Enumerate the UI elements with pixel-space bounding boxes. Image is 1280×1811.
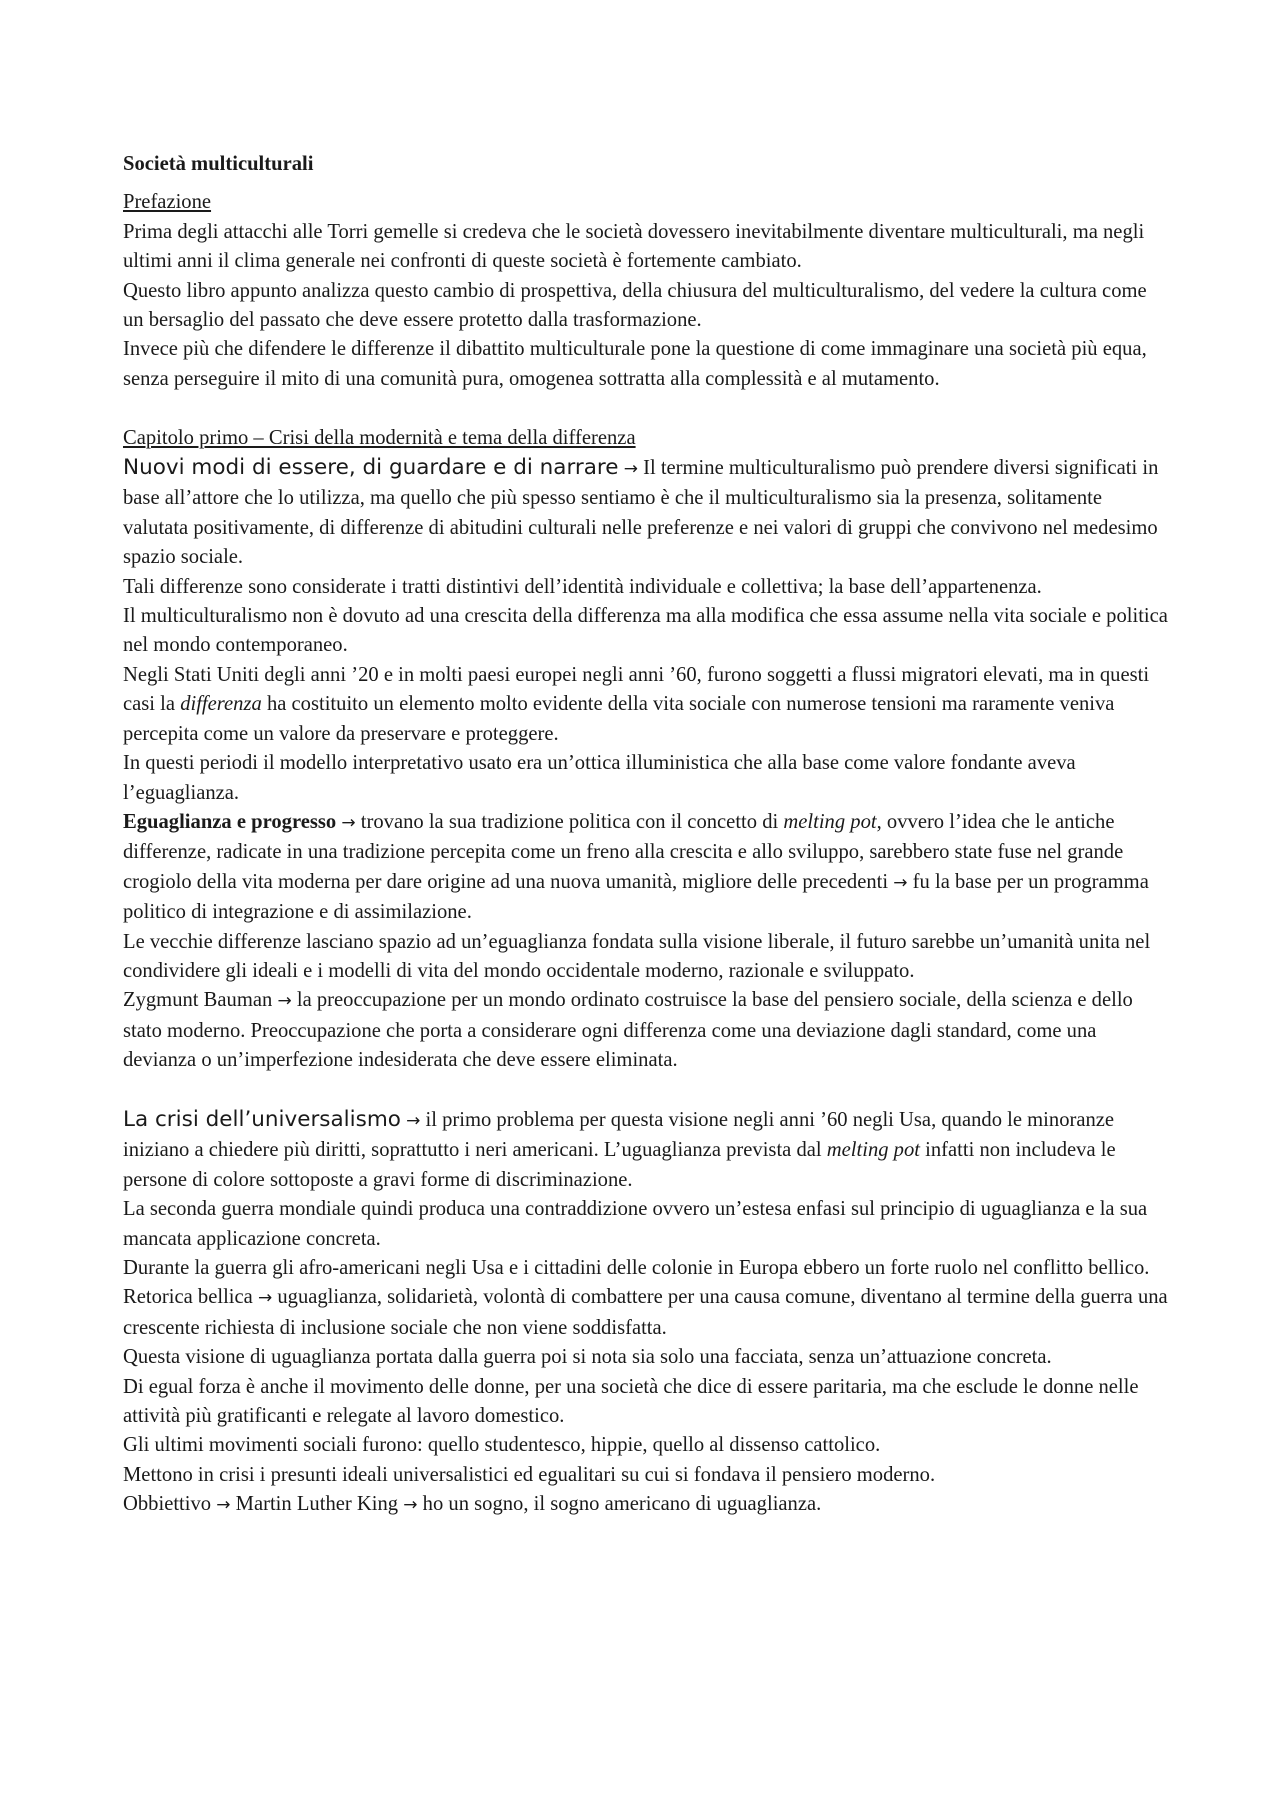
prefazione-paragraph-3: Invece più che difendere le differenze il dibattito multiculturale pone la questione di come immaginare una società più equa, senza perseguire il mito di una comunità pura, omogenea sottratta alla complessità e al mutamento. — [123, 338, 1147, 390]
paragraph-text: ho un sogno, il sogno americano di uguaglianza. — [422, 1493, 822, 1516]
paragraph-periodi: In questi periodi il modello interpretativo usato era un’ottica illuministica che alla base come valore fondante aveva l’eguaglianza. — [123, 752, 1076, 804]
arrow-icon: → — [623, 459, 638, 480]
section-label-crisi: La crisi dell’universalismo — [123, 1106, 401, 1132]
emphasis-differenza: differenza — [180, 693, 262, 716]
prefazione-paragraph-1: Prima degli attacchi alle Torri gemelle si credeva che le società dovessero inevitabilmente diventare multiculturali, ma negli ultimi anni il clima generale nei confronti di queste società è fortemente cambiato. — [123, 220, 1145, 273]
paragraph-text: il primo problema per questa visione negli anni ’60 negli Usa, quando le minoranze iniziano a chiedere più diritti, soprattutto i neri americani. L’uguaglianza prevista dal — [123, 1108, 1115, 1162]
section-label-eguaglianza: Eguaglianza e progresso — [123, 810, 337, 833]
paragraph-text: Il termine multiculturalismo può prendere diversi significati in base all’attore che lo utilizza, ma quello che più spesso sentiamo è che il multiculturalismo sia la presenza, solitamente valutata positivamente, di differenze di abitudini culturali nelle preferenze e nei valori di gruppi che convivono nel medesimo spazio sociale. — [123, 457, 1159, 569]
paragraph-obbiettivo — [123, 1490, 1168, 1520]
paragraph-nuovi-modi — [123, 453, 1168, 573]
paragraph-text: la preoccupazione per un mondo ordinato costruisce la base del pensiero sociale, della scienza e dello stato moderno. Preoccupazione che porta a considerare ogni differenza come una deviazione dagli standard, come una devianza o un’imperfezione indesiderata che deve essere eliminata. — [123, 989, 1133, 1072]
arrow-icon: → — [277, 991, 292, 1012]
paragraph-text: ha costituito un elemento molto evidente della vita sociale con numerose tensioni ma raramente veniva percepita come un valore da preservare e proteggere. — [123, 693, 1115, 745]
prefazione-paragraph-2: Questo libro appunto analizza questo cambio di prospettiva, della chiusura del multiculturalismo, del vedere la cultura come un bersaglio del passato che deve essere protetto dalla trasformazione. — [123, 279, 1147, 332]
paragraph-tali: Tali differenze sono considerate i tratti distintivi dell’identità individuale e collettiva; la base dell’appartenenza. — [123, 575, 1042, 598]
paragraph-text: , ovvero l’idea che le antiche differenze, radicate in una tradizione percepita come un freno alla crescita e allo sviluppo, sarebbero state fuse nel grande crogiolo della vita moderna per dare origine ad una nuova umanità, migliore delle precedenti — [123, 810, 1124, 893]
paragraph-text: fu la base per un programma politico di integrazione e di assimilazione. — [123, 870, 1149, 924]
paragraph-durante-guerra — [123, 1254, 1168, 1343]
arrow-icon: → — [341, 812, 356, 833]
paragraph-donne: Di egual forza è anche il movimento delle donne, per una società che dice di essere paritaria, ma che esclude le donne nelle attività più gratificanti e relegate al lavoro domestico. — [123, 1375, 1139, 1428]
document-page — [123, 150, 1168, 1521]
paragraph-visione: Questa visione di uguaglianza portata dalla guerra poi si nota sia solo una facciata, senza un’attuazione concreta. — [123, 1346, 1052, 1369]
section-label-nuovi-modi: Nuovi modi di essere, di guardare e di narrare — [123, 455, 619, 481]
paragraph-vecchie-differenze: Le vecchie differenze lasciano spazio ad un’eguaglianza fondata sulla visione liberale, il futuro sarebbe un’umanità unita nel condividere gli ideali e i modelli di vita del mondo occidentale moderno, razionale e sviluppato. — [123, 930, 1151, 982]
paragraph-text: Durante la guerra gli afro-americani negli Usa e i cittadini delle colonie in Europa ebbero un forte ruolo nel conflitto bellico. Retorica bellica — [123, 1257, 1150, 1309]
arrow-icon: → — [403, 1495, 418, 1516]
paragraph-text: Negli Stati Uniti degli anni ’20 e in molti paesi europei negli anni ’60, furono soggetti a flussi migratori elevati, ma in questi casi la — [123, 663, 1150, 716]
paragraph-eguaglianza — [123, 808, 1168, 928]
emphasis-melting-pot: melting pot — [783, 810, 877, 833]
paragraph-crisi — [123, 1105, 1168, 1195]
spacer — [123, 1076, 1168, 1105]
arrow-icon: → — [893, 872, 908, 893]
emphasis-melting-pot: melting pot — [826, 1139, 921, 1162]
document-title: Società multiculturali — [123, 153, 314, 175]
arrow-icon: → — [406, 1110, 421, 1131]
chapter-heading: Capitolo primo – Crisi della modernità e tema della differenza — [123, 426, 636, 449]
arrow-icon: → — [216, 1495, 231, 1516]
paragraph-movimenti: Gli ultimi movimenti sociali furono: quello studentesco, hippie, quello al dissenso cattolico. — [123, 1434, 881, 1457]
arrow-icon: → — [257, 1288, 273, 1309]
paragraph-text: infatti non includeva le persone di colore sottoposte a gravi forme di discriminazione. — [123, 1139, 1116, 1191]
paragraph-text: uguaglianza, solidarietà, volontà di combattere per una causa comune, diventano al termine della guerra una crescente richiesta di inclusione sociale che non viene soddisfatta. — [123, 1286, 1168, 1339]
paragraph-multiculturalismo: Il multiculturalismo non è dovuto ad una crescita della differenza ma alla modifica che essa assume nella vita sociale e politica nel mondo contemporaneo. — [123, 605, 1168, 657]
paragraph-bauman — [123, 986, 1168, 1075]
name-mlk: Martin Luther King — [235, 1493, 399, 1516]
name-bauman: Zygmunt Bauman — [123, 989, 273, 1012]
paragraph-mettono: Mettono in crisi i presunti ideali universalistici ed egualitari su cui si fondava il pensiero moderno. — [123, 1463, 936, 1486]
paragraph-negli-stati-uniti — [123, 661, 1168, 749]
paragraph-text: trovano la sua tradizione politica con il concetto di — [360, 810, 784, 833]
paragraph-text: Obbiettivo — [123, 1493, 212, 1516]
prefazione-heading: Prefazione — [123, 191, 212, 214]
paragraph-seconda-guerra: La seconda guerra mondiale quindi produca una contraddizione ovvero un’estesa enfasi sul principio di uguaglianza e la sua mancata applicazione concreta. — [123, 1198, 1148, 1250]
spacer — [123, 394, 1168, 423]
